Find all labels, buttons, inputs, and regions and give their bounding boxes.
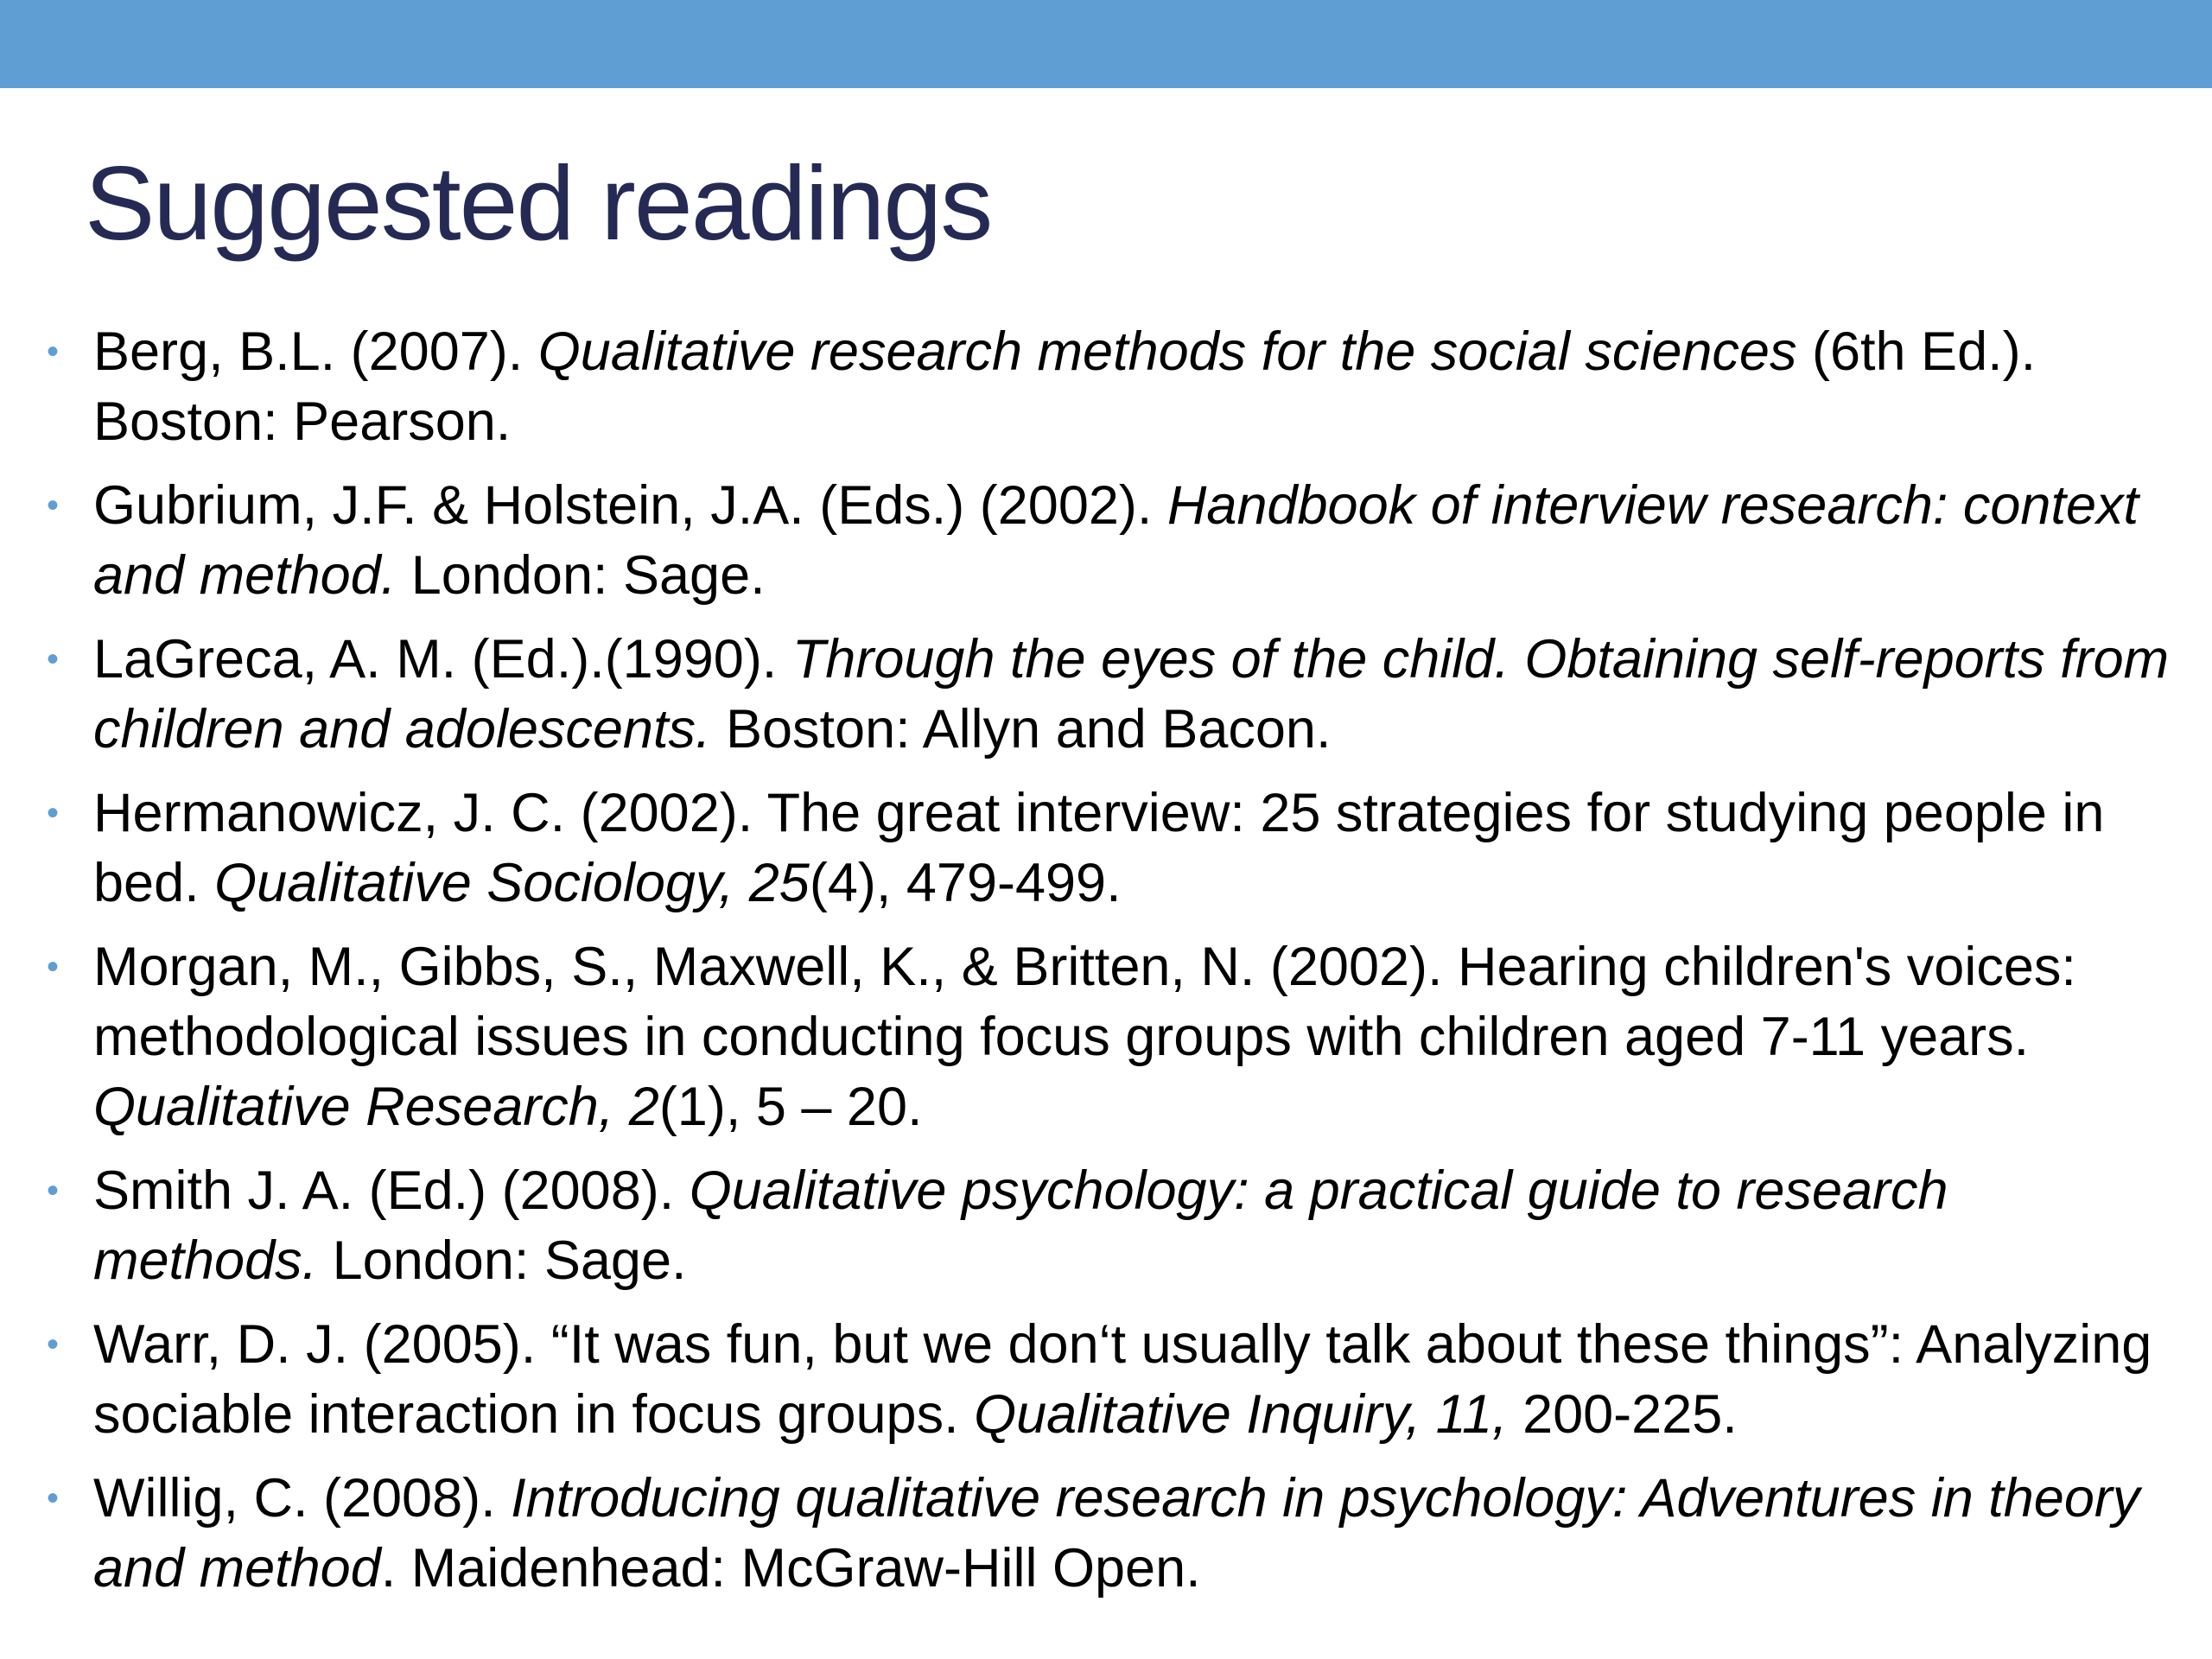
reference-title-italic: Through the eyes of the child. Obtaining self-reports from children and adolescents. — [93, 629, 2170, 760]
bullet-icon: • — [47, 333, 60, 371]
header-accent-bar — [0, 0, 2212, 88]
reference-segment: . Maidenhead: McGraw-Hill Open. — [380, 1538, 1201, 1599]
reference-segment: London: Sage. — [317, 1230, 687, 1291]
reference-segment: Morgan, M., Gibbs, S., Maxwell, K., & Britten, N. (2002). Hearing children's voices: methodological issues in conducting focus groups with children aged 7-11 years. — [93, 937, 2076, 1067]
reference-item — [0, 625, 2212, 765]
reference-item — [0, 1464, 2212, 1604]
bullet-icon: • — [47, 1325, 60, 1363]
reference-title-italic: Handbook of interview research: context and method. — [93, 475, 2139, 606]
reference-segment: London: Sage. — [396, 545, 766, 606]
reference-segment: (4), 479-499. — [809, 853, 1122, 913]
bullet-icon: • — [47, 1479, 60, 1517]
reference-title-italic: Qualitative Research, 2 — [93, 1077, 659, 1137]
reference-text — [93, 317, 2186, 457]
bullet-icon: • — [47, 1172, 60, 1210]
reference-segment: (6th Ed.). Boston: Pearson. — [93, 321, 2037, 452]
reference-text — [93, 932, 2186, 1142]
bullet-icon: • — [47, 640, 60, 678]
reference-title-italic: Qualitative research methods for the social sciences — [537, 321, 1797, 382]
reference-segment: Hermanowicz, J. C. (2002). The great interview: 25 strategies for studying people in bed. — [93, 783, 2105, 913]
reference-segment: Warr, D. J. (2005). “It was fun, but we don‘t usually talk about these things”: Analyzing sociable interaction in focus groups. — [93, 1314, 2152, 1445]
reference-text — [93, 779, 2186, 918]
reference-title-italic: Qualitative Sociology, 25 — [214, 853, 810, 913]
bullet-icon: • — [47, 948, 60, 986]
slide-title: Suggested readings — [85, 144, 992, 262]
reference-title-italic: Qualitative Inquiry, 11, — [974, 1384, 1508, 1445]
reference-list — [0, 317, 2212, 1618]
reference-text — [93, 625, 2186, 765]
reference-segment: Gubrium, J.F. & Holstein, J.A. (Eds.) (2002). — [93, 475, 1167, 536]
reference-text — [93, 471, 2186, 611]
reference-text — [93, 1156, 2186, 1296]
reference-segment: 200-225. — [1507, 1384, 1738, 1445]
bullet-icon: • — [47, 486, 60, 524]
reference-segment: Willig, C. (2008). — [93, 1468, 512, 1529]
reference-item — [0, 932, 2212, 1142]
reference-item — [0, 1156, 2212, 1296]
reference-item — [0, 1310, 2212, 1450]
reference-segment: (1), 5 – 20. — [658, 1077, 923, 1137]
reference-item — [0, 317, 2212, 457]
reference-item — [0, 779, 2212, 918]
bullet-icon: • — [47, 794, 60, 832]
reference-text — [93, 1310, 2186, 1450]
reference-segment: Boston: Allyn and Bacon. — [710, 699, 1332, 760]
reference-item — [0, 471, 2212, 611]
reference-segment: LaGreca, A. M. (Ed.).(1990). — [93, 629, 792, 690]
reference-segment: Berg, B.L. (2007). — [93, 321, 538, 382]
reference-segment: Smith J. A. (Ed.) (2008). — [93, 1160, 690, 1221]
reference-title-italic: Qualitative psychology: a practical guide to research methods. — [93, 1160, 1948, 1291]
reference-title-italic: Introducing qualitative research in psychology: Adventures in theory and method — [93, 1468, 2140, 1599]
reference-text — [93, 1464, 2186, 1604]
